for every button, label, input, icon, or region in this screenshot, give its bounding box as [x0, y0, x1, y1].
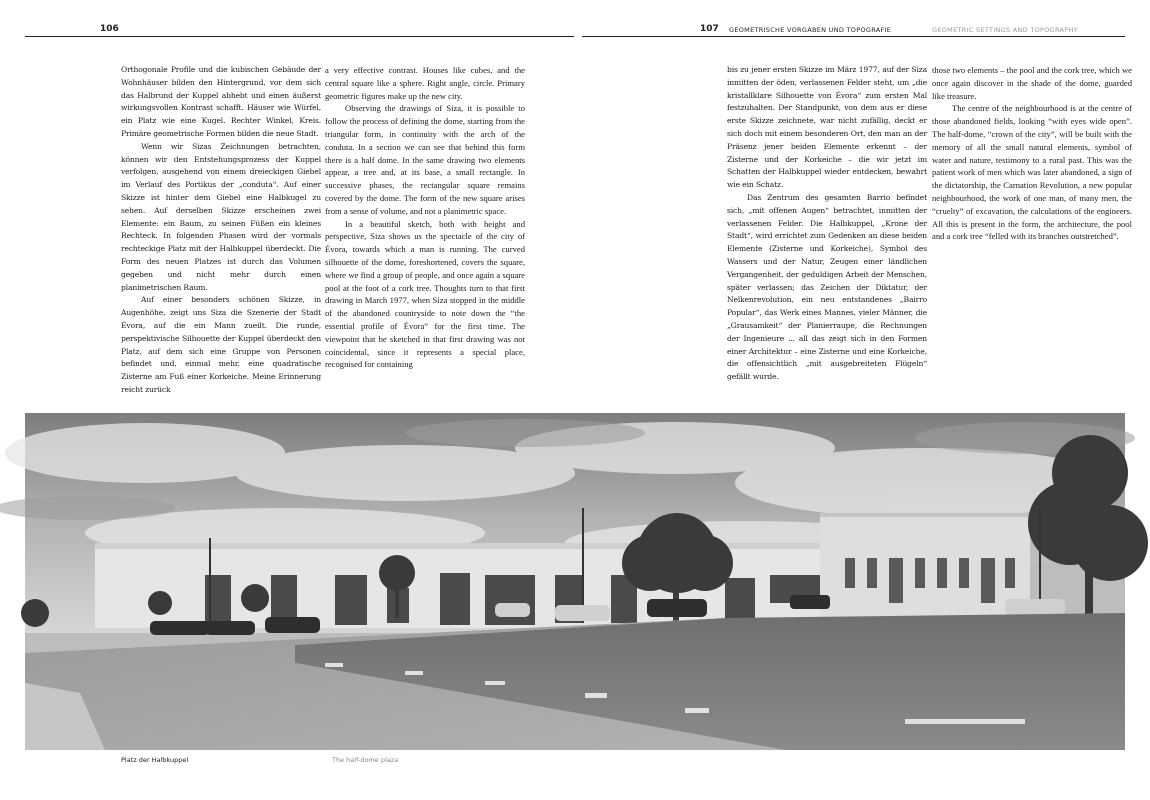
- running-title-en: GEOMETRIC SETTINGS AND TOPOGRAPHY: [932, 26, 1078, 34]
- paragraph: In a beautiful sketch, both with height and perspective, Siza shows us the spectacle of the city of Évora, towards which a man is running. The curved silhouette of the dome, foreshortened, covers the square, where we find a group of people, and once again a square pool at the foot of a cork tree. Thoughts turn to that first drawing in March 1977, when Siza stopped in the middle of the abandoned countryside to note down the “the essential profile of Évora” for the first time. The viewpoint that he sketched in that first drawing was not coincidental, since it represents a special place, recognised for containing: [325, 218, 525, 370]
- running-title-de: GEOMETRISCHE VORGABEN UND TOPOGRAFIE: [729, 26, 892, 34]
- page-number-left: 106: [100, 24, 119, 34]
- text-column-3-german: [727, 64, 927, 384]
- plaza-photo-illustration: [25, 413, 1125, 750]
- text-column-4-english: [932, 64, 1132, 384]
- paragraph: Das Zentrum des gesamten Barrio befindet sich, „mit offenen Augen“ betrachtet, inmitten der verlassenen Felder. Die Halbkuppel, „Krone der Stadt“, wird errichtet zum Gedenken an diese beiden Elemente (Zisterne und Korkeiche), Symbol des Wassers und der Natur, Zeugen einer ländlichen Vergangenheit, der geduldigen Arbeit der Menschen, später verlassen; das Zeichen der Diktatur, der Nelkenrevolution, ein neu entstandenes „Bairro Popular“, das Werk eines Mannes, vieler Männer, die „Grausamkeit“ der Planierraupe, die Rechnungen der Ingenieure ... all das zeigt sich in den Formen einer Architektur – eine Zisterne und eine Korkeiche, die offensichtlich „mit ausgebreiteten Flügeln“ gefällt wurde.: [727, 192, 927, 382]
- plaza-photograph: [25, 413, 1125, 750]
- photo-caption-en: The half-dome plaza: [332, 756, 399, 764]
- text-column-2-english: [325, 64, 525, 384]
- header-rule-right: [582, 36, 1125, 37]
- paragraph: Orthogonale Profile und die kubischen Gebäude der Wohnhäuser bilden den Hintergrund, vor dem sich das Halbrund der Kuppel abhebt und einen äußerst wirkungsvollen Kontrast schafft. Häuser wie Würfel, ein Platz wie eine Kugel. Rechter Winkel, Kreis. Primäre geometrische Formen bilden die neue Stadt.: [121, 65, 321, 138]
- paragraph: bis zu jener ersten Skizze im März 1977, auf der Siza inmitten der öden, verlassenen Felder steht, um „die kristallklare Silhouette von Évora“ zum ersten Mal festzuhalten. Der Standpunkt, von dem aus er diese erste Skizze zeichnete, war nicht zufällig, deckt er sich doch mit einem besonderen Ort, den man an der Präsenz jener beiden Elemente erkennt – der Zisterne und der Korkeiche – die wir jetzt im Schatten der Halbkuppel wieder entdecken, bewahrt wie ein Schatz.: [727, 65, 927, 190]
- paragraph: Observing the drawings of Siza, it is possible to follow the process of defining the dome, starting from the triangular form, in continuity with the arch of the conduta. In a section we can see that behind this form there is a half dome. In the same drawing two elements appear, a tree and, at its base, a small rectangle. In successive phases, the rectangular square remains covered by the dome. The form of the new square arises from a sense of volume, and not a planimetric space.: [325, 103, 525, 216]
- paragraph: Wenn wir Sizas Zeichnungen betrachten, können wir den Entstehungsprozess der Kuppel verfolgen, ausgehend von einem dreieckigen Giebel im Verlauf des Portikus der „conduta“. Auf einer Skizze ist hinter dem Giebel eine Halbkugel zu sehen. Auf derselben Skizze erscheinen zwei Elemente: ein Baum, zu seinen Füßen ein kleines Rechteck. In folgenden Phasen wird der vormals rechteckige Platz mit der Halbkuppel überdeckt. Die Form des neuen Platzes ist durch das Volumen gegeben und nicht mehr durch einen planimetrischen Raum.: [121, 141, 321, 292]
- paragraph: a very effective contrast. Houses like cubes, and the central square like a sphere. Right angle, circle. Primary geometric figures make up the new city.: [325, 65, 525, 101]
- page-number-right: 107: [700, 24, 719, 34]
- paragraph: Auf einer besonders schönen Skizze, in Augenhöhe, zeigt uns Siza die Szenerie der Stadt Évora, auf die ein Mann zueilt. Die runde, perspektivische Silhouette der Kuppel überdeckt den Platz, auf dem sich eine Gruppe von Personen befindet und, einmal mehr, eine quadratische Zisterne am Fuß einer Korkeiche. Meine Erinnerung reicht zurück: [121, 295, 321, 394]
- photo-caption-de: Platz der Halbkuppel: [121, 756, 189, 764]
- text-column-1-german: [121, 64, 321, 394]
- paragraph: those two elements – the pool and the cork tree, which we once again discover in the shade of the dome, guarded like treasure.: [932, 65, 1132, 101]
- paragraph: The centre of the neighbourhood is at the centre of those abandoned fields, looking “with eyes wide open”. The half-dome, “crown of the city”, will be built with the memory of all the small natural elements, symbol of water and nature, testimony to a rural past. This was the patient work of men which was later abandoned, a sign of the dictatorship, the Carnation Revolution, a new popular neighbourhood, the work of one man, of many men, the “cruelty” of excavation, the calculations of the engineers. All this is present in the form, the architecture, the pool and a cork tree “felled with its branches outstretched”.: [932, 103, 1132, 242]
- header-rule-left: [25, 36, 574, 37]
